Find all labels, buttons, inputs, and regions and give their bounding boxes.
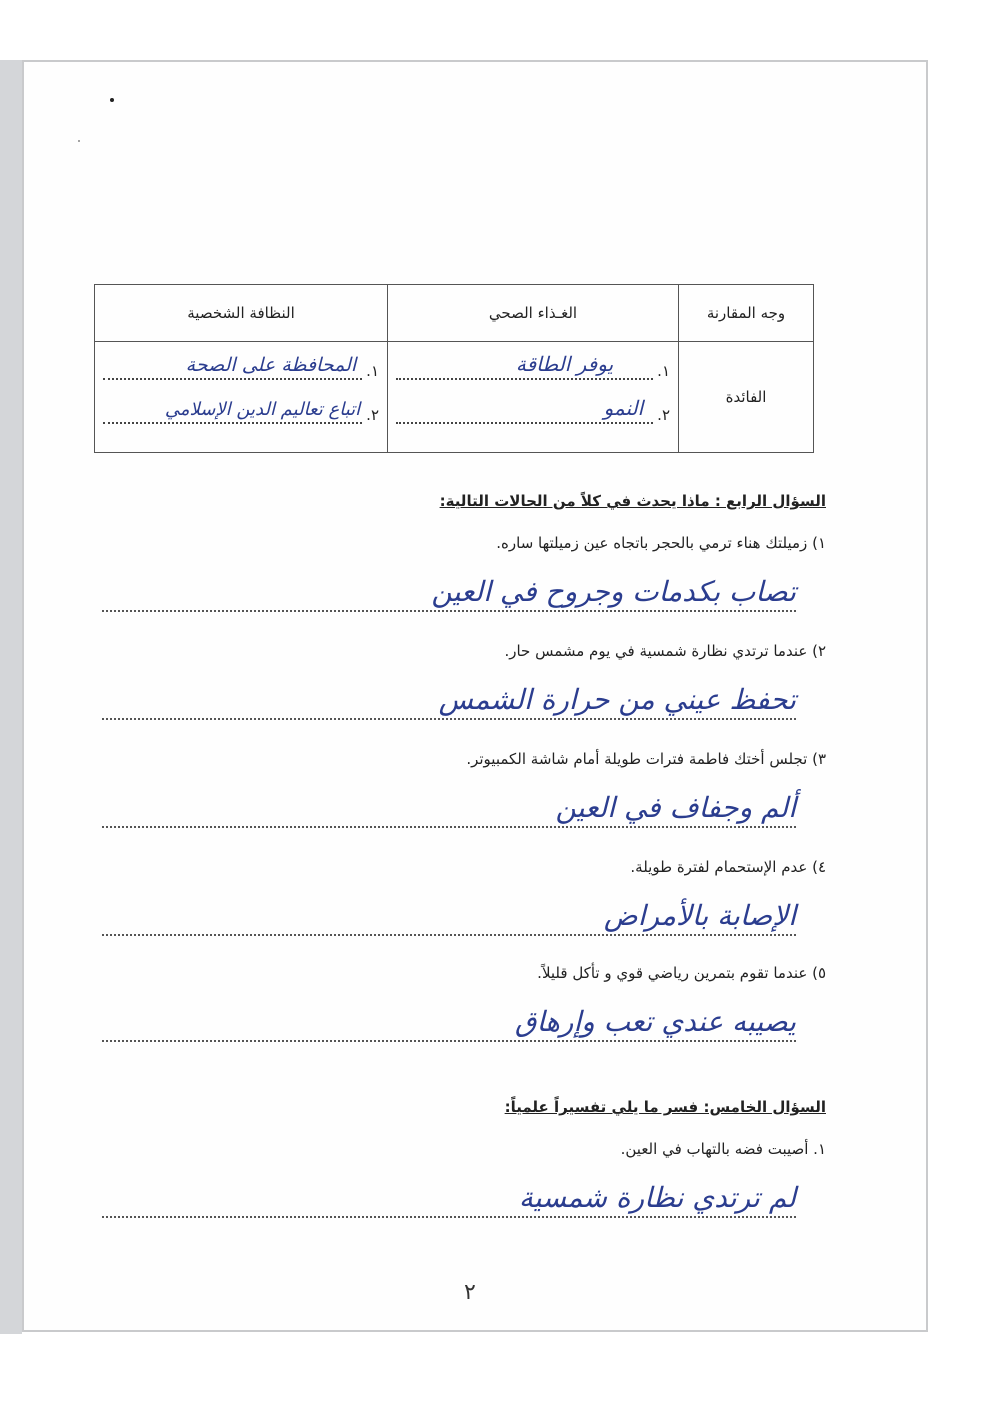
viewer-side-strip [0,60,22,1340]
food-benefit-line [396,394,670,424]
handwritten-answer: يوفر الطاقة [515,352,614,376]
answer-line-4-4 [102,900,796,936]
hygiene-benefit-line [103,350,379,380]
answer-line [396,396,653,424]
handwritten-answer: الإصابة بالأمراض [603,899,796,932]
worksheet-page [22,60,928,1332]
comparison-table [94,284,814,453]
ink-speck [78,140,80,142]
table-header-row [95,285,814,342]
food-benefit-line [396,350,670,380]
item-number: ١. [657,362,670,380]
answer-line-5-1 [102,1182,796,1218]
answer-line-4-5 [102,1006,796,1042]
hygiene-benefit-line [103,394,379,424]
question-4-item-4: ٤) عدم الإستحمام لفترة طويلة. [630,858,826,876]
question-5-item-1: ١. أصيبت فضه بالتهاب في العين. [620,1140,826,1158]
question-4-item-2: ٢) عندما ترتدي نظارة شمسية في يوم مشمس حار. [504,642,826,660]
ink-speck [110,98,114,102]
food-benefits-cell [388,342,679,453]
header-personal-hygiene: النظافة الشخصية [95,285,388,342]
handwritten-answer: ألم وجفاف في العين [555,791,796,824]
answer-line [103,399,362,424]
handwritten-answer: اتباع تعاليم الدين الإسلامي [164,399,361,420]
item-number: ٢. [657,406,670,424]
handwritten-answer: لم ترتدي نظارة شمسية [518,1181,796,1214]
page-number: ٢ [464,1280,476,1305]
handwritten-answer: تصاب بكدمات وجروح في العين [431,575,796,608]
viewer-background [0,1334,992,1403]
answer-line-4-2 [102,684,796,720]
question-4-item-1: ١) زميلتك هناء ترمي بالحجر باتجاه عين زميلتها ساره. [496,534,826,552]
answer-line-4-1 [102,576,796,612]
answer-line [103,354,362,380]
question-4-item-5: ٥) عندما تقوم بتمرين رياضي قوي و تأكل قليلاً. [537,964,826,982]
answer-line-4-3 [102,792,796,828]
handwritten-answer: النمو [603,396,644,420]
question-5-title: السؤال الخامس: فسر ما يلي تفسيراً علمياً: [504,1098,826,1116]
handwritten-answer: المحافظة على الصحة [185,354,357,376]
item-number: ١. [366,362,379,380]
handwritten-answer: يصيبه عندي تعب وإرهاق [514,1005,796,1038]
row-label-benefit: الفائدة [679,342,814,453]
item-number: ٢. [366,406,379,424]
handwritten-answer: تحفظ عيني من حرارة الشمس [438,683,796,716]
question-4-title: السؤال الرابع : ماذا يحدث في كلاً من الحالات التالية: [439,492,826,510]
question-4-item-3: ٣) تجلس أختك فاطمة فترات طويلة أمام شاشة الكمبيوتر. [466,750,826,768]
table-benefit-row [95,342,814,453]
answer-line [396,352,653,380]
hygiene-benefits-cell [95,342,388,453]
header-healthy-food: الغـذاء الصحي [388,285,679,342]
header-comparison-aspect: وجه المقارنة [679,285,814,342]
